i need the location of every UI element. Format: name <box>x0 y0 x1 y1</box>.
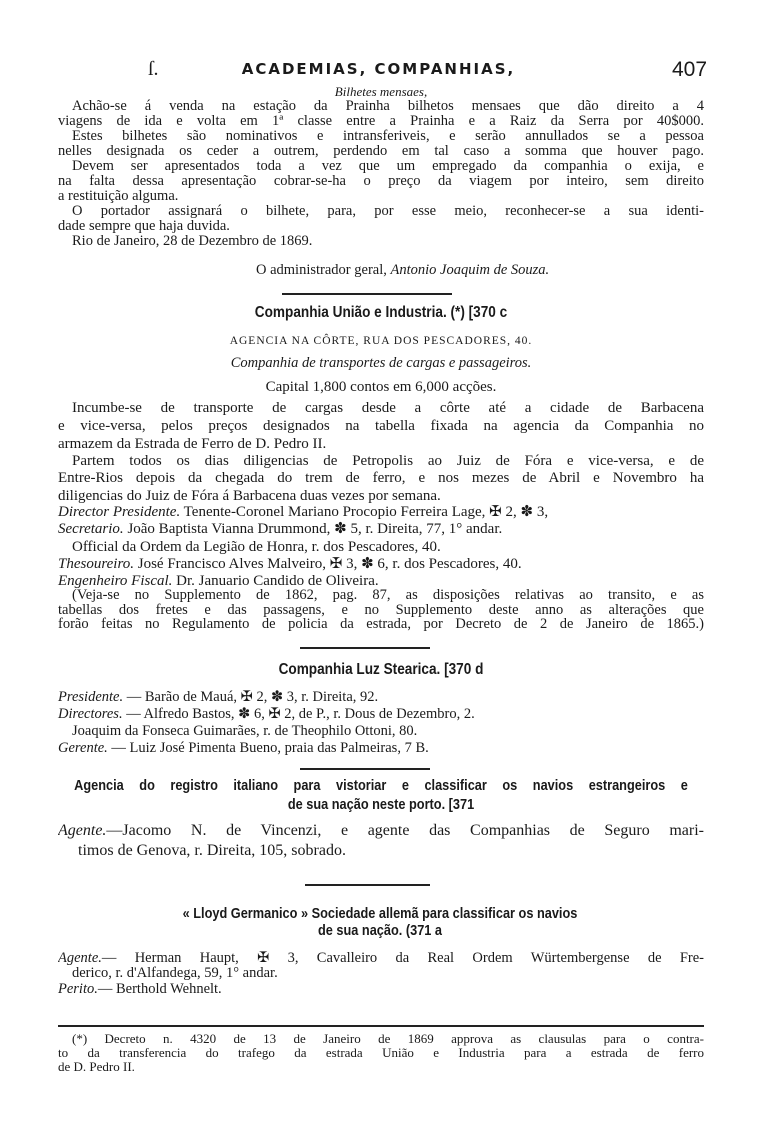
officer-line <box>58 706 704 722</box>
section-title-lloyd: « Lloyd Germanico » Sociedade allemã para classificar os navios <box>182 905 578 922</box>
officer-role: Gerente. <box>58 740 108 756</box>
officer-line <box>72 723 704 739</box>
officer-line <box>58 556 704 572</box>
text-line: diligencias do Juiz de Fóra á Barbacena duas vezes por semana. <box>58 488 441 504</box>
text-line: nelles designada os ceder a outrem, perdendo em tal caso a somma que houver pago. <box>58 143 704 159</box>
text-line: e vice-versa, pelos preços designados na tabella fixada na agencia da Companhia no <box>58 418 704 434</box>
footnote-rule <box>58 1025 704 1027</box>
text-line: Entre-Rios depois da chegada do trem de ferro, e nos mezes de Abril e Novembro ha <box>58 470 704 486</box>
text-line: Partem todos os dias diligencias de Petropolis ao Juiz de Fóra e vice-versa, e de <box>72 453 704 469</box>
signature-name: Antonio Joaquim de Souza. <box>390 262 550 278</box>
officer-text: Joaquim da Fonseca Guimarães, r. de Theophilo Ottoni, 80. <box>72 723 418 739</box>
agent-line <box>58 823 704 839</box>
signature-prefix: O administrador geral, <box>256 262 387 278</box>
officer-text: João Baptista Vianna Drummond, ✽ 5, r. Direita, 77, 1° andar. <box>123 521 503 537</box>
text-line: Achão-se á venda na estação da Prainha bilhetos mensaes que dão direito a 4 <box>72 98 704 114</box>
bilhetes-subtitle: Bilhetes mensaes, <box>334 84 428 99</box>
text-line: na falta dessa apresentação cobrar-se-ha o preço da viagem por inteiro, sem direito <box>58 173 704 189</box>
section-title-registro-cont: de sua nação neste porto. [371 <box>287 796 475 813</box>
section-divider <box>282 293 452 295</box>
agent-text: — Herman Haupt, ✠ 3, Cavalleiro da Real Ordem Würtembergense de Fre- <box>101 950 704 966</box>
section-divider <box>300 768 430 770</box>
officer-line <box>72 539 704 555</box>
officer-role: Presidente. <box>58 689 124 705</box>
agent-text: —Jacomo N. de Vincenzi, e agente das Companhias de Seguro mari- <box>106 823 704 839</box>
text-line: Devem ser apresentados toda a vez que um empregado da companhia o exija, e <box>72 158 704 174</box>
note-line: forão feitas no Regulamento de policia da estrada, por Decreto de 2 de Janeiro de 1865.) <box>58 616 704 632</box>
footnote-line: de D. Pedro II. <box>58 1059 135 1074</box>
text-line: dade sempre que haja duvida. <box>58 218 230 234</box>
officer-role: Director Presidente. <box>58 504 181 520</box>
officer-text: Dr. Januario Candido de Oliveira. <box>172 573 379 589</box>
text-line: O portador assignará o bilhete, para, por esse meio, reconhecer-se a sua identi- <box>72 203 704 219</box>
text-line: Estes bilhetes são nominativos e intransferiveis, e serão annullados se a pessoa <box>72 128 704 144</box>
running-header: ACADEMIAS, COMPANHIAS, <box>241 60 516 78</box>
footnote-line: to da transferencia do trafego da estrada União e Industria para a estrada de ferro <box>58 1045 704 1060</box>
officer-text: Official da Ordem da Legião de Honra, r. dos Pescadores, 40. <box>72 539 441 555</box>
expert-line <box>58 981 704 997</box>
text-line: armazem da Estrada de Ferro de D. Pedro II. <box>58 436 327 452</box>
signature <box>256 262 706 278</box>
agent-role: Agente. <box>58 823 107 839</box>
section-divider <box>300 647 430 649</box>
note-line: tabellas dos fretes e das passagens, e no Supplemento deste anno as alterações que <box>58 602 704 618</box>
officer-text: — Alfredo Bastos, ✽ 6, ✠ 2, de P., r. Dous de Dezembro, 2. <box>122 706 475 722</box>
text-line: Incumbe-se de transporte de cargas desde a côrte até a cidade de Barbacena <box>72 400 704 416</box>
officer-line <box>58 521 704 537</box>
officer-text: Tenente-Coronel Mariano Procopio Ferreira Lage, ✠ 2, ✽ 3, <box>180 504 549 520</box>
section-divider <box>305 884 430 886</box>
officer-text: — Barão de Mauá, ✠ 2, ✽ 3, r. Direita, 92. <box>123 689 379 705</box>
officer-text: José Francisco Alves Malveiro, ✠ 3, ✽ 6, r. dos Pescadores, 40. <box>133 556 522 572</box>
company-subtitle: Companhia de transportes de cargas e passageiros. <box>230 355 532 371</box>
margin-mark: ſ. <box>148 58 159 80</box>
capital-line: Capital 1,800 contos em 6,000 acções. <box>265 379 497 395</box>
agency-address: AGENCIA NA CÔRTE, RUA DOS PESCADORES, 40. <box>229 335 533 347</box>
officer-role: Engenheiro Fiscal. <box>58 573 173 589</box>
expert-role: Perito. <box>58 981 98 997</box>
note-line: (Veja-se no Supplemento de 1862, pag. 87, as disposições relativas ao transito, e as <box>72 587 704 603</box>
section-title-uniao: Companhia União e Industria. (*) [370 c <box>254 304 508 321</box>
officer-text: — Luiz José Pimenta Bueno, praia das Palmeiras, 7 B. <box>107 740 429 756</box>
section-title-luz: Companhia Luz Stearica. [370 d <box>278 661 484 678</box>
agent-line-cont: derico, r. d'Alfandega, 59, 1° andar. <box>72 965 278 981</box>
text-line: Rio de Janeiro, 28 de Dezembro de 1869. <box>72 233 313 249</box>
section-title-lloyd-cont: de sua nação. (371 a <box>317 922 443 939</box>
section-title-registro: Agencia do registro italiano para vistoriar e classificar os navios estrangeiros e <box>74 778 688 794</box>
officer-role: Directores. <box>58 706 123 722</box>
agent-role: Agente. <box>58 950 102 966</box>
page-number: 407 <box>672 58 708 81</box>
text-line: a restituição alguma. <box>58 188 179 204</box>
agent-line <box>58 950 704 966</box>
expert-text: — Berthold Wehnelt. <box>97 981 222 997</box>
agent-line-cont: timos de Genova, r. Direita, 105, sobrado. <box>78 842 346 859</box>
officer-role: Secretario. <box>58 521 124 537</box>
officer-role: Thesoureiro. <box>58 556 134 572</box>
officer-line <box>58 689 704 705</box>
officer-line <box>58 740 704 756</box>
text-line: viagens de ida e volta em 1ª classe entre a Prainha e a Raiz da Serra por 40$000. <box>58 113 704 129</box>
officer-line <box>58 504 704 520</box>
footnote-line: (*) Decreto n. 4320 de 13 de Janeiro de 1869 approva as clausulas para o contra- <box>72 1031 704 1046</box>
